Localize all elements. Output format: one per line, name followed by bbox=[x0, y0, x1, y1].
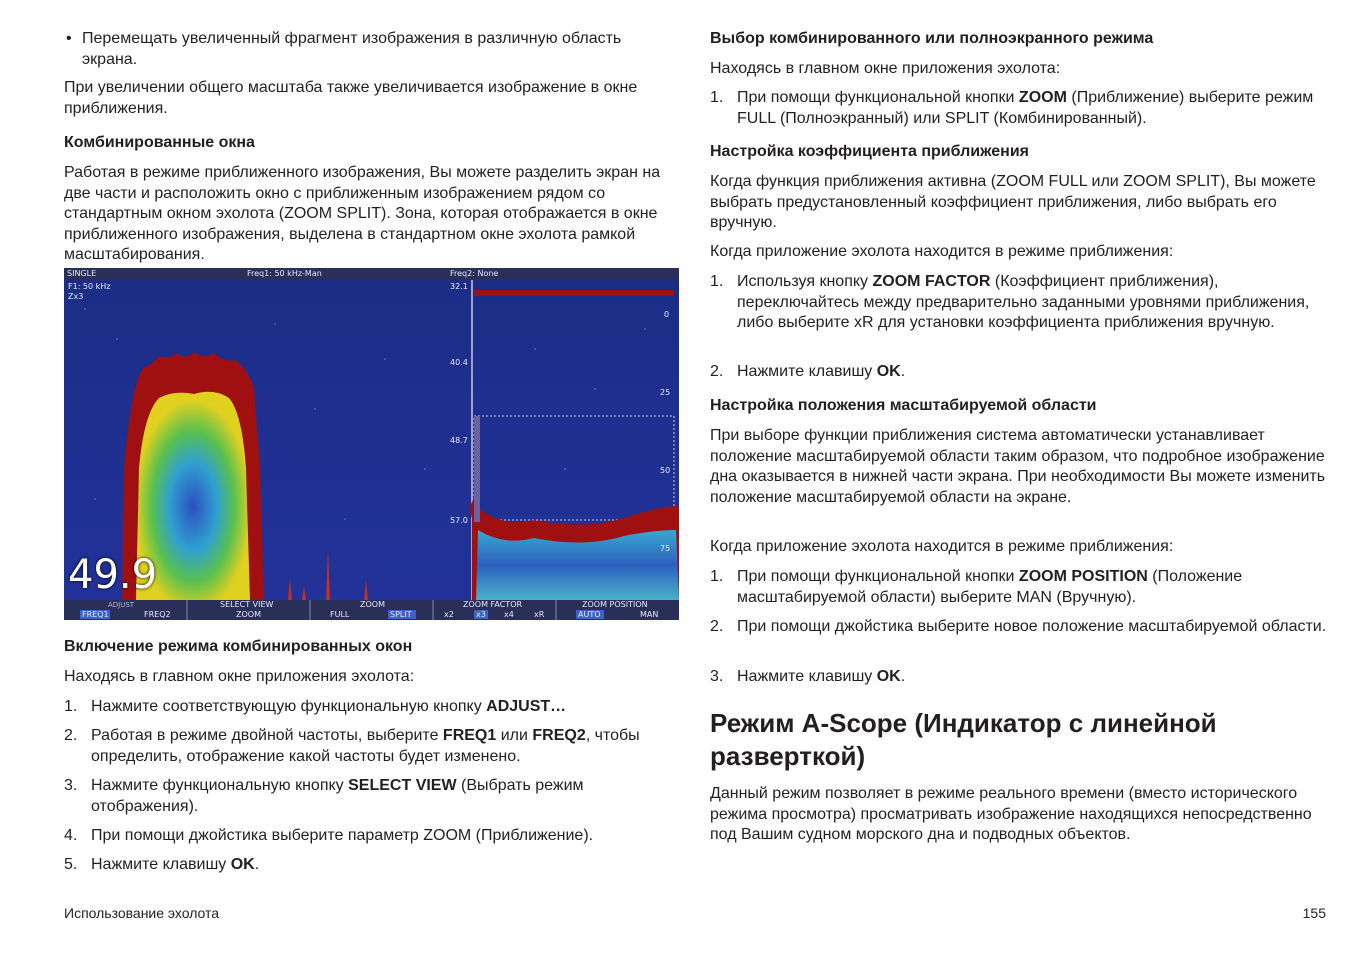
status-bar-bg bbox=[64, 268, 679, 280]
step-item bbox=[64, 697, 679, 718]
step-number: 2. bbox=[64, 727, 78, 744]
menu-factor-x3[interactable]: x3 bbox=[476, 610, 486, 619]
step-item bbox=[710, 567, 1330, 608]
paragraph: При выборе функции приближения система автоматически устанавливает положение масштабируемой области таким образом, что подробное изображение дна оказывается в нижней части экрана. При необходимости Вы можете изменить положение масштабируемой области на экране. bbox=[710, 427, 1326, 506]
menu-freq1[interactable]: FREQ1 bbox=[82, 610, 109, 619]
scale-label: 75 bbox=[660, 544, 671, 553]
heading-combined-windows: Комбинированные окна bbox=[64, 134, 255, 151]
menu-zoom-position[interactable]: ZOOM POSITION bbox=[582, 600, 648, 609]
menu-factor-x4[interactable]: x4 bbox=[504, 610, 514, 619]
menu-freq2[interactable]: FREQ2 bbox=[144, 610, 171, 619]
step-text: Работая в режиме двойной частоты, выберите FREQ1 или FREQ2, чтобы определить, отображение какой частоты будет изменено. bbox=[91, 727, 640, 765]
step-item bbox=[710, 667, 1330, 688]
footer-section-title: Использование эхолота bbox=[64, 905, 220, 921]
step-number: 1. bbox=[710, 568, 724, 585]
step-text: Используя кнопку ZOOM FACTOR (Коэффициент приближения), переключайтесь между предварительно заданными уровнями приближения, либо выберите xR для установки коэффициента приближения вручную. bbox=[737, 273, 1310, 331]
menu-select-view[interactable]: SELECT VIEW bbox=[220, 600, 274, 609]
heading-select-mode: Выбор комбинированного или полноэкранного режима bbox=[710, 30, 1154, 47]
menu-zoom-factor[interactable]: ZOOM FACTOR bbox=[463, 600, 523, 609]
step-text: Нажмите функциональную кнопку SELECT VIEW (Выбрать режим отображения). bbox=[91, 777, 584, 815]
heading-enable-split: Включение режима комбинированных окон bbox=[64, 638, 413, 655]
heading-a-scope: Режим A-Scope (Индикатор с линейной разверткой) bbox=[710, 708, 1217, 771]
paragraph: Когда приложение эхолота находится в режиме приближения: bbox=[710, 538, 1174, 555]
step-number: 2. bbox=[710, 618, 724, 635]
menu-zoom-full[interactable]: FULL bbox=[330, 610, 350, 619]
step-item bbox=[710, 617, 1330, 638]
paragraph: Когда функция приближения активна (ZOOM FULL или ZOOM SPLIT), Вы можете выбрать предустановленный коэффициент приближения, либо выбрать его вручную. bbox=[710, 173, 1316, 231]
sonar-freq2: Freq2: None bbox=[450, 269, 499, 278]
step-number: 5. bbox=[64, 856, 78, 873]
bullet-text: Перемещать увеличенный фрагмент изображения в различную область экрана. bbox=[82, 30, 622, 68]
step-text: Нажмите клавишу OK. bbox=[91, 856, 260, 873]
step-item bbox=[64, 726, 679, 767]
step-item bbox=[64, 855, 679, 876]
step-text: Нажмите соответствующую функциональную кнопку ADJUST… bbox=[91, 698, 567, 715]
step-number: 3. bbox=[64, 777, 78, 794]
heading-zoom-factor: Настройка коэффициента приближения bbox=[710, 143, 1029, 160]
scale-label: 50 bbox=[660, 466, 671, 475]
step-item bbox=[64, 826, 679, 847]
paragraph: Когда приложение эхолота находится в режиме приближения: bbox=[710, 243, 1174, 260]
step-number: 2. bbox=[710, 363, 724, 380]
scale-label: 48.7 bbox=[450, 436, 468, 445]
step-text: При помощи функциональной кнопки ZOOM POSITION (Положение масштабируемой области) выберите MAN (Вручную). bbox=[737, 568, 1243, 606]
paragraph: Находясь в главном окне приложения эхолота: bbox=[710, 60, 1061, 77]
step-number: 4. bbox=[64, 827, 78, 844]
step-text: При помощи джойстика выберите параметр ZOOM (Приближение). bbox=[91, 827, 594, 844]
menu-zoom-split[interactable]: SPLIT bbox=[390, 610, 412, 619]
page-number: 155 bbox=[1302, 905, 1326, 921]
menu-position-auto[interactable]: AUTO bbox=[578, 610, 601, 619]
scale-label: 40.4 bbox=[450, 358, 468, 367]
sonar-mode: SINGLE bbox=[67, 269, 97, 278]
sonar-info-zoom: Zx3 bbox=[68, 292, 84, 301]
scale-label: 32.1 bbox=[450, 282, 468, 291]
heading-zoom-position: Настройка положения масштабируемой области bbox=[710, 397, 1097, 414]
menu-factor-x2[interactable]: x2 bbox=[444, 610, 454, 619]
menu-select-view-value: ZOOM bbox=[236, 610, 261, 619]
step-text: Нажмите клавишу OK. bbox=[737, 363, 906, 380]
step-text: При помощи джойстика выберите новое положение масштабируемой области. bbox=[737, 618, 1327, 635]
step-number: 3. bbox=[710, 668, 724, 685]
menu-position-man[interactable]: MAN bbox=[640, 610, 659, 619]
menu-adjust[interactable]: ADJUST bbox=[108, 601, 135, 609]
step-item bbox=[64, 776, 679, 817]
paragraph: Данный режим позволяет в режиме реального времени (вместо исторического режима просмотра) просматривать изображение находящихся непосредственно под Вашим судном морского дна и подводных объектов. bbox=[710, 785, 1312, 843]
paragraph: Работая в режиме приближенного изображения, Вы можете разделить экран на две части и расположить окно с приближенным изображением рядом со стандартным окном эхолота (ZOOM SPLIT). Зона, которая отображается в окне приближенного изображения, выделена в стандартном окне эхолота рамкой масштабирования. bbox=[64, 164, 661, 263]
step-number: 1. bbox=[64, 698, 78, 715]
paragraph: При увеличении общего масштаба также увеличивается изображение в окне приближения. bbox=[64, 79, 638, 117]
menu-zoom[interactable]: ZOOM bbox=[360, 600, 385, 609]
scale-label: 0 bbox=[664, 310, 670, 319]
step-item bbox=[710, 362, 1330, 383]
step-item bbox=[710, 88, 1330, 129]
sonar-freq1: Freq1: 50 kHz-Man bbox=[247, 269, 322, 278]
sonar-info-freq: F1: 50 kHz bbox=[68, 282, 111, 291]
bullet-item bbox=[64, 29, 679, 70]
paragraph: Находясь в главном окне приложения эхолота: bbox=[64, 668, 415, 685]
depth-readout: 49.9 bbox=[68, 552, 158, 598]
scale-label: 57.0 bbox=[450, 516, 468, 525]
sonar-screenshot bbox=[64, 268, 679, 620]
step-text: При помощи функциональной кнопки ZOOM (Приближение) выберите режим FULL (Полноэкранный) или SPLIT (Комбинированный). bbox=[737, 89, 1314, 127]
step-number: 1. bbox=[710, 273, 724, 290]
scale-label: 25 bbox=[660, 388, 671, 397]
menu-factor-xr[interactable]: xR bbox=[534, 610, 545, 619]
step-text: Нажмите клавишу OK. bbox=[737, 668, 906, 685]
bullet-marker: • bbox=[66, 30, 72, 47]
step-item bbox=[710, 272, 1330, 334]
step-number: 1. bbox=[710, 89, 724, 106]
